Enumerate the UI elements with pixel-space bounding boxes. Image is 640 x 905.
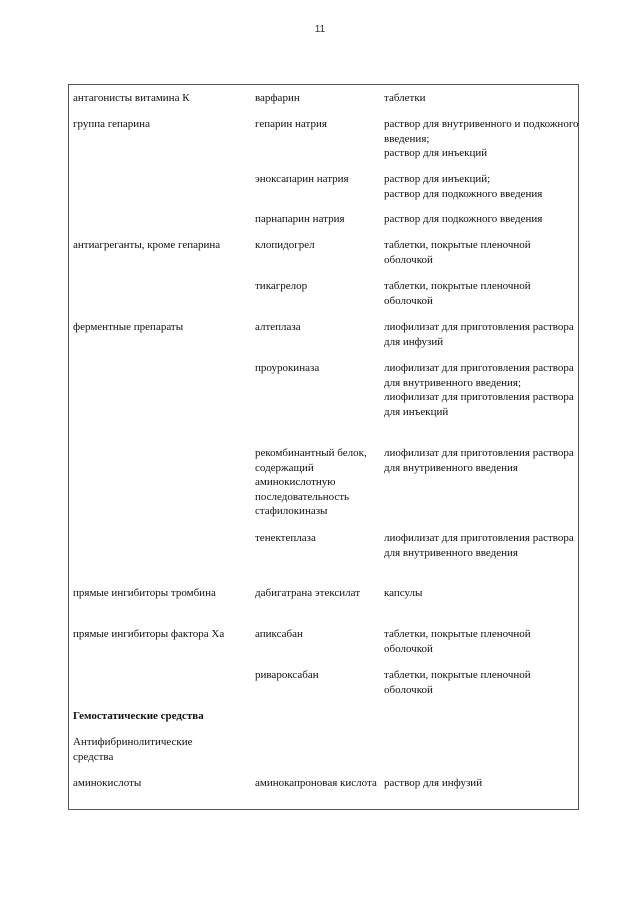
form-cell: раствор для инфузий [384,777,483,789]
group-cell: прямые ингибиторы фактора Xa [73,628,225,640]
group-cell: прямые ингибиторы тромбина [73,587,216,599]
form-cell: таблетки, покрытые пленочной оболочкой [384,239,531,266]
drug-cell: эноксапарин натрия [255,173,349,185]
drug-cell: тикагрелор [255,280,308,292]
form-cell: капсулы [384,587,423,599]
form-cell: раствор для подкожного введения [384,213,543,225]
form-cell: лиофилизат для приготовления раствора для внутривенного введения; лиофилизат для приготовления раствора для инъекций [384,362,574,418]
form-cell: таблетки, покрытые пленочной оболочкой [384,280,531,307]
page-number: 11 [314,24,326,35]
drug-cell: парнапарин натрия [255,213,345,225]
form-cell: лиофилизат для приготовления раствора для инфузий [384,321,574,348]
group-cell: антагонисты витамина К [73,92,190,104]
drug-cell: рекомбинантный белок, содержащий аминокислотную последовательность стафилокиназы [255,447,367,518]
drug-cell: проурокиназа [255,362,320,374]
form-cell: таблетки [384,92,426,104]
form-cell: таблетки, покрытые пленочной оболочкой [384,628,531,655]
form-cell [384,117,579,161]
subsection-heading: Антифибринолитические средства [73,736,193,763]
group-cell: группа гепарина [73,118,150,130]
form-cell: раствор для инъекций; раствор для подкожного введения [384,173,543,200]
drug-table [68,84,579,810]
drug-cell: аминокапроновая кислота [255,777,377,789]
form-cell: лиофилизат для приготовления раствора для внутривенного введения [384,447,574,474]
drug-cell: алтеплаза [255,321,301,333]
section-heading: Гемостатические средства [73,710,204,722]
drug-cell: ривароксабан [255,669,319,681]
form-cell: таблетки, покрытые пленочной оболочкой [384,669,531,696]
drug-cell: клопидогрел [255,239,315,251]
drug-cell: тенектеплаза [255,532,316,544]
drug-cell: варфарин [255,92,300,104]
form-line: раствор для внутривенного и подкожного введения; раствор для инъекций [384,118,579,160]
group-cell: аминокислоты [73,777,142,789]
group-cell: антиагреганты, кроме гепарина [73,239,221,251]
form-cell: лиофилизат для приготовления раствора для внутривенного введения [384,532,574,559]
drug-cell: дабигатрана этексилат [255,587,361,599]
group-cell: ферментные препараты [73,321,184,333]
drug-cell: апиксабан [255,628,303,640]
drug-cell: гепарин натрия [255,118,327,130]
